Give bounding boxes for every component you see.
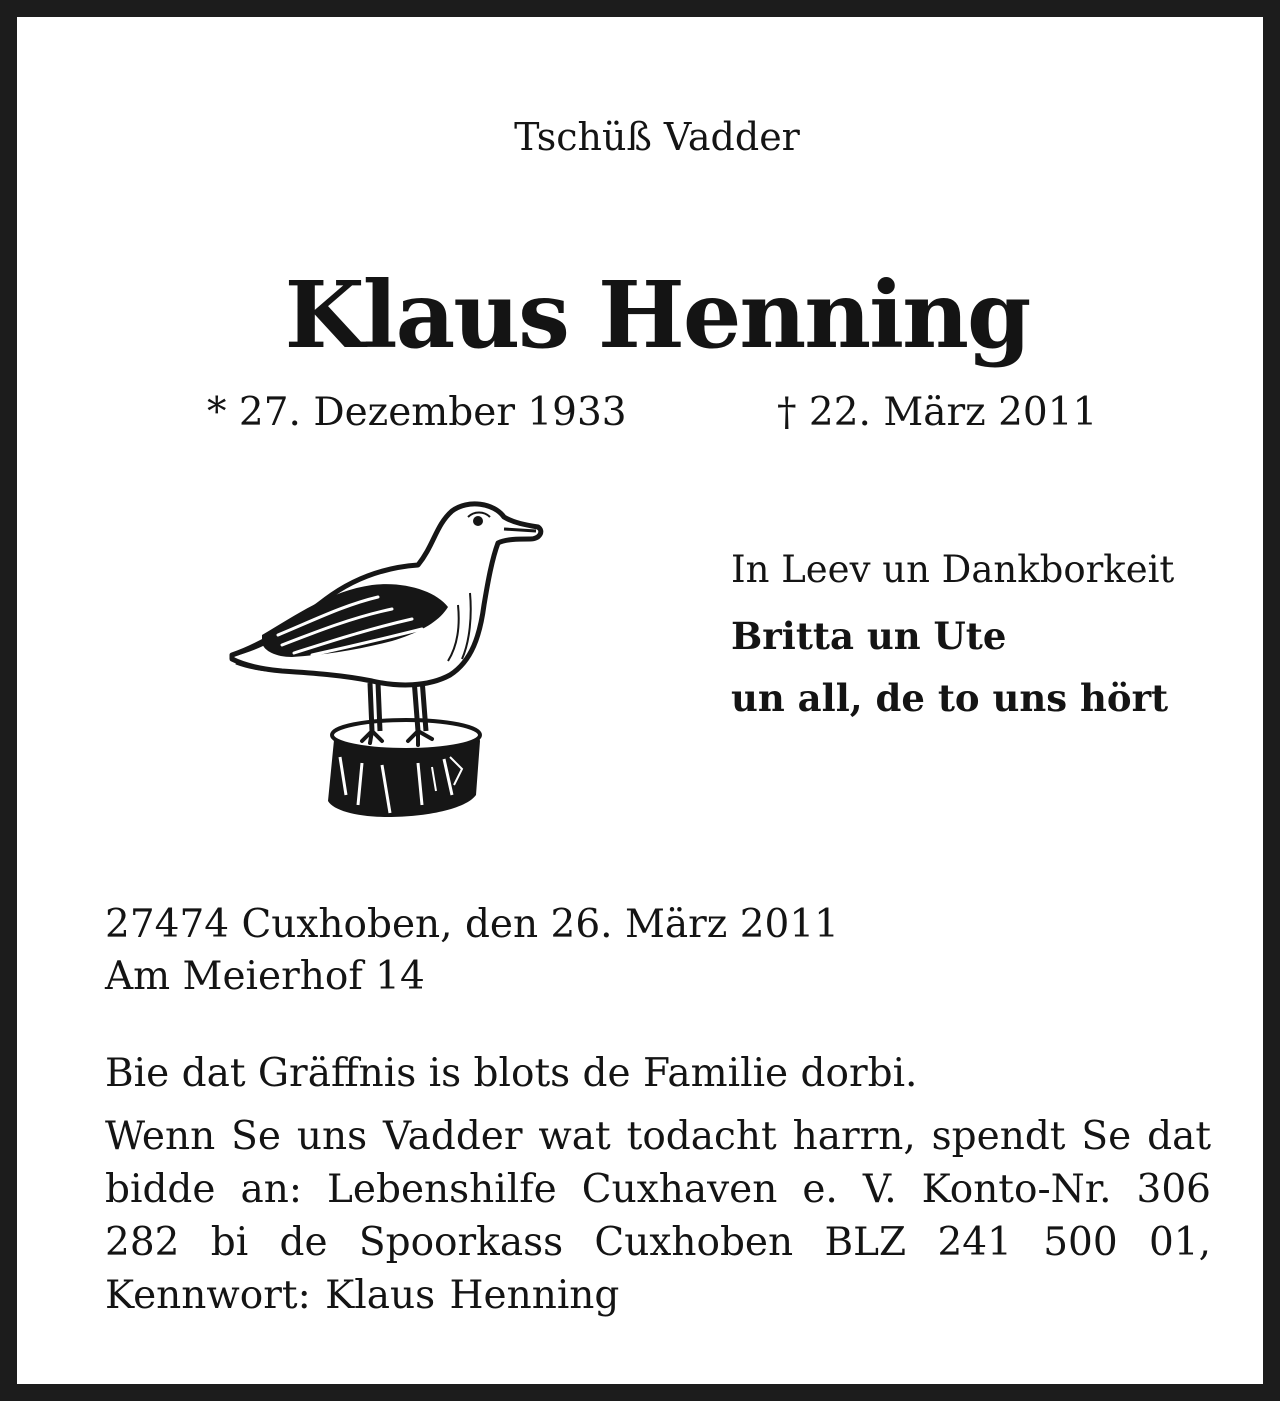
notice-text — [105, 1047, 1211, 1322]
birth-date: * 27. Dezember 1933 — [207, 390, 627, 435]
street-address: Am Meierhof 14 — [105, 954, 425, 999]
donation-note: Wenn Se uns Vadder wat todacht harrn, spendt Se dat bidde an: Lebenshilfe Cuxhaven e. V. Konto-Nr. 306 282 bi de Spoorkass Cuxhoben BLZ 241 500 01, Kennwort: Klaus Henning — [105, 1114, 1211, 1318]
signer-family: un all, de to uns hört — [731, 676, 1169, 720]
funeral-note: Bie dat Gräffnis is blots de Familie dorbi. — [105, 1051, 918, 1096]
death-date: † 22. März 2011 — [777, 390, 1098, 435]
place-and-date: 27474 Cuxhoben, den 26. März 2011 — [105, 902, 839, 947]
deceased-name: Klaus Henning — [284, 261, 1030, 369]
thanks-block — [731, 547, 1174, 729]
greeting: Tschüß Vadder — [514, 115, 800, 159]
address-block — [105, 899, 839, 1003]
signer-names: Britta un Ute — [731, 614, 1007, 658]
thanks-line: In Leev un Dankborkeit — [731, 548, 1175, 591]
seagull-on-post-icon — [222, 495, 552, 831]
